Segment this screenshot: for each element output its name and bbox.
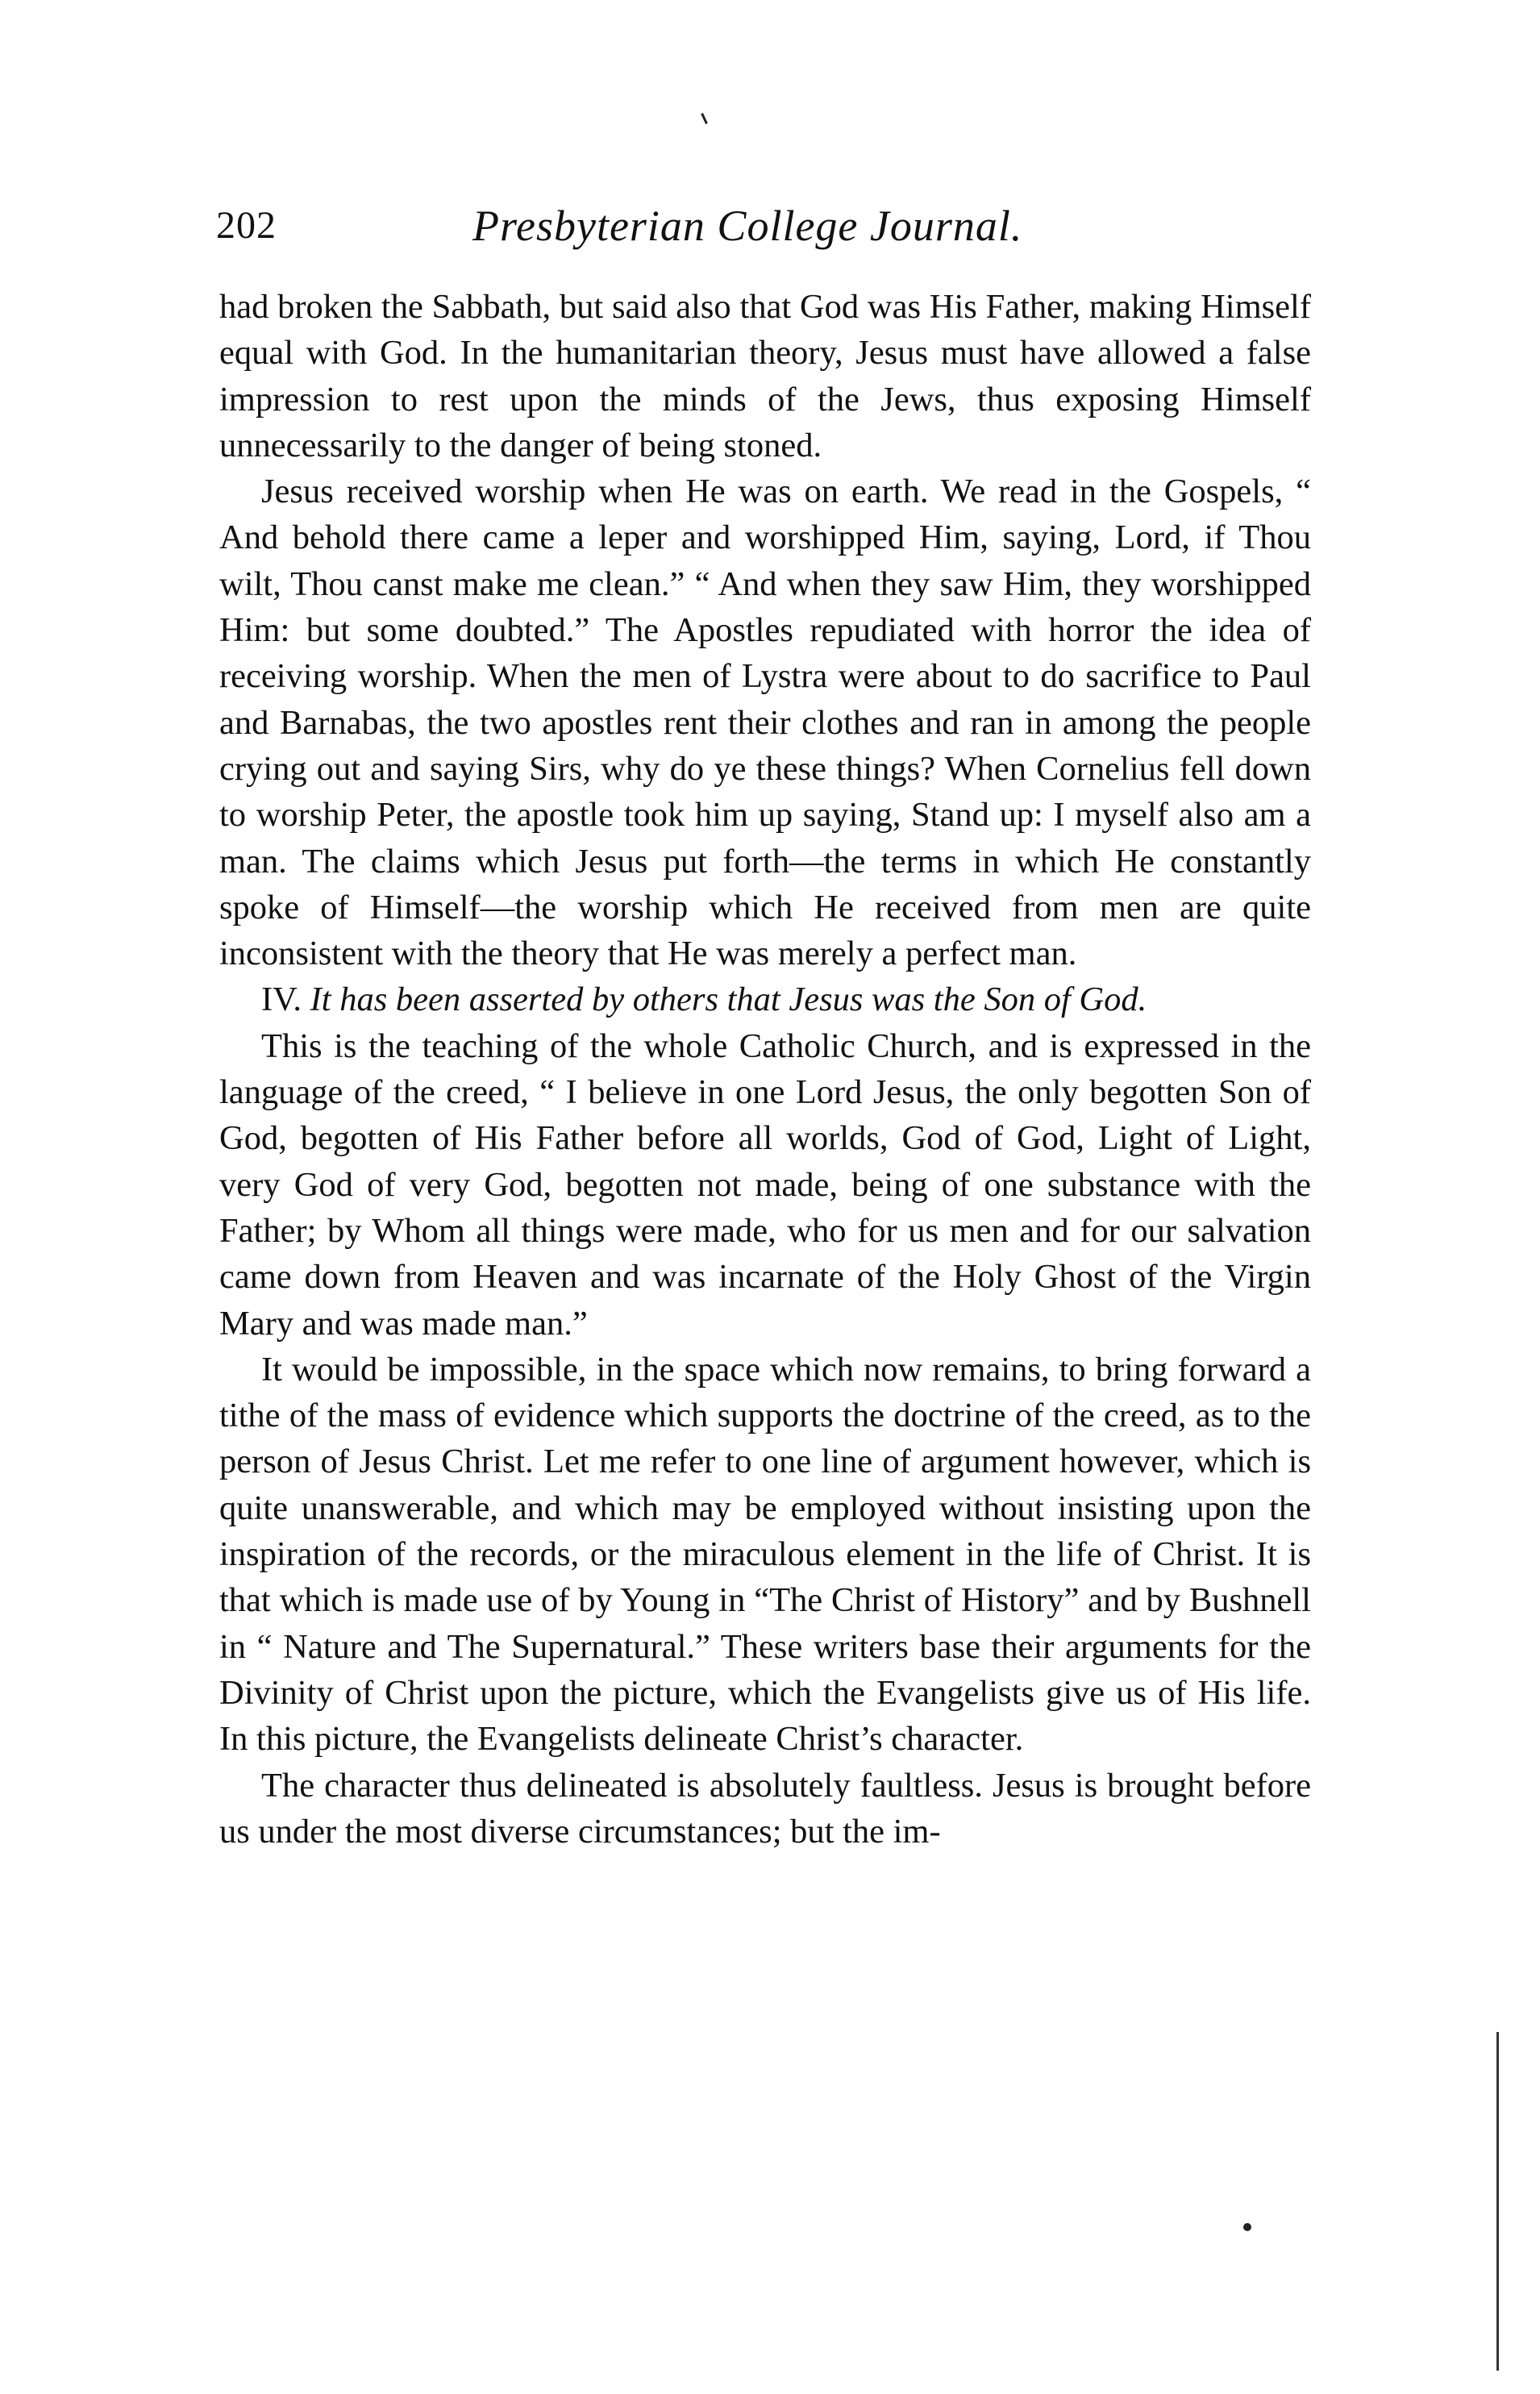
- margin-rule: [1496, 2032, 1499, 2371]
- running-head: [216, 194, 1329, 258]
- body-text: [219, 284, 1311, 1855]
- section-heading-iv: [219, 976, 1311, 1022]
- journal-title: Presbyterian College Journal.: [472, 202, 1023, 250]
- section-heading-text: It has been asserted by others that Jesus was the Son of God.: [310, 980, 1147, 1019]
- paragraph-evidence: It would be impossible, in the space which now remains, to bring forward a tithe of the mass of evidence which supports the doctrine of the creed, as to the person of Jesus Christ. Let me refer to one line of argument however, which is quite unanswerable, and which may be employed without insisting upon the inspiration of the records, or the miraculous element in the life of Christ. It is that which is made use of by Young in “The Christ of History” and by Bushnell in “ Nature and The Supernatural.” These writers base their arguments for the Divinity of Christ upon the picture, which the Evangelists give us of His life. In this picture, the Evangelists delineate Christ’s character.: [219, 1350, 1311, 1759]
- section-numeral: IV.: [261, 980, 302, 1019]
- page-number: 202: [216, 204, 277, 247]
- paragraph-character: The character thus delineated is absolutely faultless. Jesus is brought before us under the most diverse circumstances; but the im-: [219, 1766, 1311, 1851]
- ink-speck: [701, 113, 708, 124]
- paragraph-creed: This is the teaching of the whole Catholic Church, and is expressed in the language of the creed, “ I believe in one Lord Jesus, the only begotten Son of God, begotten of His Father before all worlds, God of God, Light of Light, very God of very God, begotten not made, being of one substance with the Father; by Whom all things were made, who for us men and for our salvation came down from Heaven and was incarnate of the Holy Ghost of the Virgin Mary and was made man.”: [219, 1026, 1311, 1343]
- paragraph-worship: Jesus received worship when He was on earth. We read in the Gospels, “ And behold there came a leper and worshipped Him, saying, Lord, if Thou wilt, Thou canst make me clean.” “ And when they saw Him, they worshipped Him: but some doubted.” The Apostles repudiated with horror the idea of receiving worship. When the men of Lystra were about to do sacrifice to Paul and Barnabas, the two apostles rent their clothes and ran in among the people crying out and saying Sirs, why do ye these things? When Cornelius fell down to worship Peter, the apostle took him up saying, Stand up: I myself also am a man. The claims which Jesus put forth—the terms in which He constantly spoke of Himself—the worship which He received from men are quite inconsistent with the theory that He was merely a perfect man.: [219, 473, 1311, 973]
- ink-dot: [1243, 2223, 1251, 2231]
- paragraph-continuation: had broken the Sabbath, but said also that God was His Father, making Himself equal with God. In the humanitarian theory, Jesus must have allowed a false impression to rest upon the minds of the Jews, thus exposing Himself unnecessarily to the danger of being stoned.: [219, 288, 1311, 464]
